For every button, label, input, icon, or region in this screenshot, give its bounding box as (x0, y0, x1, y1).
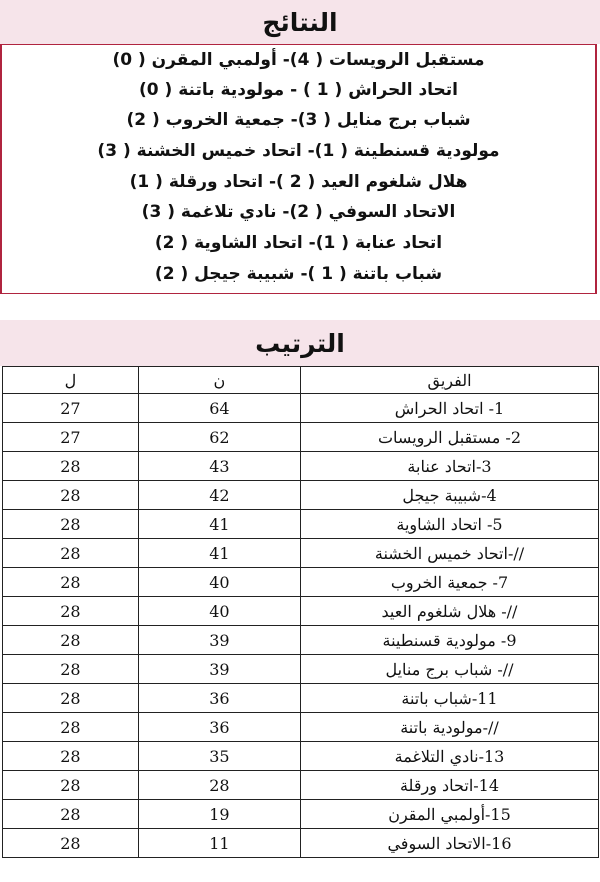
team-cell: //- شباب برج منايل (301, 655, 599, 684)
result-line: مستقبل الرويسات ( 4)- أولمبي المقرن ( 0) (112, 50, 485, 70)
points-cell: 28 (138, 771, 300, 800)
results-list (0, 44, 597, 294)
points-cell: 35 (138, 742, 300, 771)
table-row (3, 742, 599, 771)
table-row (3, 597, 599, 626)
points-column-header: ن (138, 367, 300, 394)
points-cell: 36 (138, 713, 300, 742)
points-cell: 64 (138, 394, 300, 423)
table-row (3, 481, 599, 510)
team-cell: 4-شبيبة جيجل (301, 481, 599, 510)
points-cell: 40 (138, 568, 300, 597)
played-cell: 28 (3, 597, 139, 626)
played-cell: 27 (3, 423, 139, 452)
result-line: الاتحاد السوفي ( 2)- نادي تلاغمة ( 3) (141, 202, 456, 222)
table-header-row (3, 367, 599, 394)
table-row (3, 829, 599, 858)
points-cell: 43 (138, 452, 300, 481)
table-row (3, 684, 599, 713)
team-cell: 14-اتحاد ورقلة (301, 771, 599, 800)
table-row (3, 626, 599, 655)
played-cell: 28 (3, 713, 139, 742)
played-cell: 28 (3, 684, 139, 713)
table-row (3, 655, 599, 684)
result-line: شباب برج منايل ( 3)- جمعية الخروب ( 2) (126, 110, 471, 130)
played-cell: 27 (3, 394, 139, 423)
played-cell: 28 (3, 568, 139, 597)
table-row (3, 510, 599, 539)
table-row (3, 771, 599, 800)
table-row (3, 423, 599, 452)
points-cell: 39 (138, 655, 300, 684)
points-cell: 41 (138, 539, 300, 568)
points-cell: 36 (138, 684, 300, 713)
played-cell: 28 (3, 626, 139, 655)
played-cell: 28 (3, 829, 139, 858)
played-cell: 28 (3, 771, 139, 800)
points-cell: 42 (138, 481, 300, 510)
table-row (3, 452, 599, 481)
played-cell: 28 (3, 452, 139, 481)
team-cell: 13-نادي التلاغمة (301, 742, 599, 771)
team-cell: 5- اتحاد الشاوية (301, 510, 599, 539)
standings-header (0, 320, 600, 366)
result-line: هلال شلغوم العيد ( 2 )- اتحاد ورقلة ( 1) (129, 172, 468, 192)
team-cell: 7- جمعية الخروب (301, 568, 599, 597)
results-header (0, 0, 600, 44)
points-cell: 19 (138, 800, 300, 829)
result-line: اتحاد عنابة ( 1)- اتحاد الشاوية ( 2) (154, 233, 443, 253)
played-cell: 28 (3, 800, 139, 829)
team-cell: //- هلال شلغوم العيد (301, 597, 599, 626)
team-cell: 1- اتحاد الحراش (301, 394, 599, 423)
team-cell: 11-شباب باتنة (301, 684, 599, 713)
played-cell: 28 (3, 742, 139, 771)
points-cell: 41 (138, 510, 300, 539)
standings-title: الترتيب (255, 328, 345, 358)
table-row (3, 539, 599, 568)
standings-table (2, 366, 599, 858)
points-cell: 62 (138, 423, 300, 452)
table-row (3, 800, 599, 829)
table-row (3, 394, 599, 423)
points-cell: 39 (138, 626, 300, 655)
team-cell: 9- مولودية قسنطينة (301, 626, 599, 655)
played-cell: 28 (3, 481, 139, 510)
played-column-header: ل (3, 367, 139, 394)
result-line: شباب باتنة ( 1 )- شبيبة جيجل ( 2) (154, 264, 443, 284)
played-cell: 28 (3, 510, 139, 539)
team-cell: 16-الاتحاد السوفي (301, 829, 599, 858)
team-column-header: الفريق (301, 367, 599, 394)
table-row (3, 713, 599, 742)
table-row (3, 568, 599, 597)
played-cell: 28 (3, 655, 139, 684)
team-cell: //-مولودية باتنة (301, 713, 599, 742)
results-title: النتائج (262, 7, 338, 37)
team-cell: 3-اتحاد عنابة (301, 452, 599, 481)
team-cell: 15-أولمبي المقرن (301, 800, 599, 829)
team-cell: //-اتحاد خميس الخشنة (301, 539, 599, 568)
team-cell: 2- مستقبل الرويسات (301, 423, 599, 452)
points-cell: 11 (138, 829, 300, 858)
points-cell: 40 (138, 597, 300, 626)
result-line: اتحاد الحراش ( 1 ) - مولودية باتنة ( 0) (138, 80, 459, 100)
result-line: مولودية قسنطينة ( 1)- اتحاد خميس الخشنة ( 3) (97, 141, 500, 161)
played-cell: 28 (3, 539, 139, 568)
